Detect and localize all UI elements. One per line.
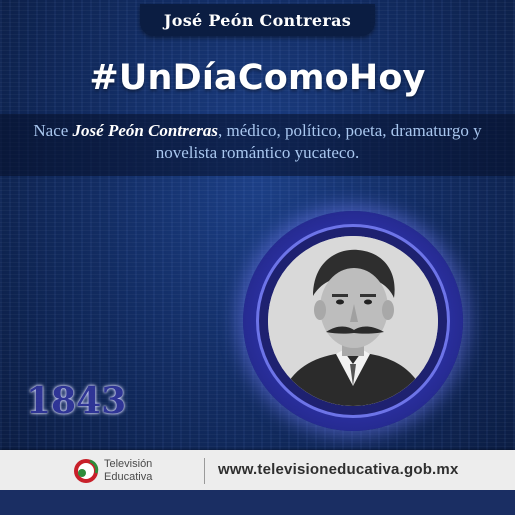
description-suffix: , médico, político, poeta, dramaturgo y novelista romántico yucateco.: [155, 121, 482, 162]
description-name: José Peón Contreras: [72, 121, 219, 140]
description-prefix: Nace: [33, 121, 73, 140]
portrait-photo: [268, 236, 438, 406]
header-name: José Peón Contreras: [163, 10, 352, 30]
logo-line-2: Educativa: [104, 471, 153, 483]
logo-text: [104, 458, 152, 484]
name-tab: [140, 4, 375, 36]
website-url: www.televisioneducativa.gob.mx: [218, 461, 459, 478]
bottom-strip: [0, 490, 515, 515]
description: [30, 120, 485, 164]
portrait-illustration: [268, 236, 438, 406]
logo-line-1: Televisión: [104, 458, 153, 470]
footer-divider: [204, 458, 205, 484]
year-label: 1843: [26, 380, 127, 422]
hashtag-title: #UnDíaComoHoy: [89, 58, 426, 98]
